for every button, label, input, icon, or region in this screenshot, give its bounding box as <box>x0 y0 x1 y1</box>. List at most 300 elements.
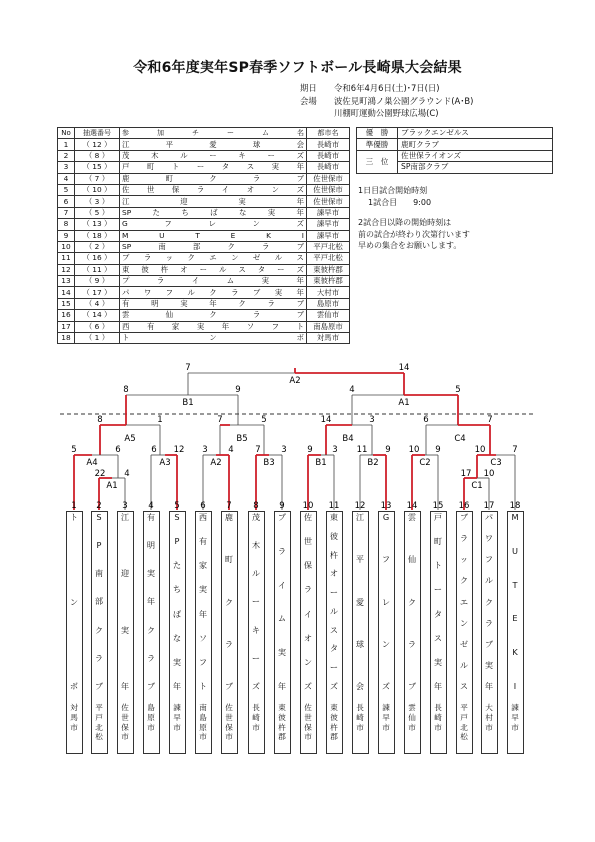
team-name-char: タ <box>221 162 230 172</box>
bracket-text: A3 <box>159 458 171 468</box>
team-draw: （ 5 ） <box>75 207 120 218</box>
team-slot-city-char: 戸 <box>460 712 468 722</box>
team-slot-char: 実 <box>172 656 182 667</box>
bracket-text: 4 <box>349 385 355 395</box>
team-slot-name <box>274 513 291 691</box>
team-slot-name <box>143 513 160 691</box>
team-draw: （ 13 ） <box>75 219 120 230</box>
team-name-char: ラ <box>267 299 275 309</box>
header-team-char: 名 <box>297 129 304 138</box>
note-line: 早めの集合をお願いします。 <box>358 241 462 250</box>
team-slot-char: ル <box>251 568 261 579</box>
team-slot-city <box>91 703 108 742</box>
team-slot-char: 江 <box>355 512 365 522</box>
team-slot-name <box>300 513 317 691</box>
team-name-char: 実 <box>180 299 188 309</box>
team-name-char: た <box>152 207 160 217</box>
team-name-char: ブ <box>252 287 261 297</box>
bracket-text: 9 <box>307 445 313 455</box>
team-name-char: イ <box>191 276 200 286</box>
team-slot-char: 実 <box>198 584 208 595</box>
team-slot-city <box>378 703 395 732</box>
bracket-text: B5 <box>236 434 248 444</box>
team-draw: （ 10 ） <box>75 184 120 195</box>
team-no: 6 <box>58 196 75 207</box>
team-slot-char: ズ <box>251 680 261 691</box>
bracket-text: A1 <box>106 481 118 491</box>
team-slot-name <box>91 513 108 691</box>
team-name-char: ン <box>252 219 260 229</box>
team-slot-char: 実 <box>146 568 156 579</box>
team-name-char: 鹿 <box>122 173 130 183</box>
team-slot-char: オ <box>303 632 313 643</box>
team-name-char: SP <box>122 207 132 217</box>
bracket-text: 7 <box>185 363 191 373</box>
result-team: SP南部クラブ <box>398 162 553 173</box>
team-slot-city <box>300 703 317 742</box>
team-slot-city <box>274 703 291 742</box>
team-name-char: フ <box>271 321 280 331</box>
team-slot-char: 実 <box>433 656 443 667</box>
team-slot-city-char: 早 <box>382 712 390 722</box>
team-slot-city-char: 市 <box>382 722 390 732</box>
team-name-char: ラ <box>252 173 261 183</box>
team-slot-char: 年 <box>433 680 443 691</box>
bracket-text: 3 <box>202 445 208 455</box>
team-slot-city-char: 原 <box>199 722 207 732</box>
team-city: 対馬市 <box>307 333 350 344</box>
team-city: 佐世保市 <box>307 196 350 207</box>
team-slot-char: ブ <box>146 680 156 691</box>
team-name-char: 仙 <box>165 310 174 320</box>
bracket-text: 1 <box>71 501 77 511</box>
team-slot-char: ブ <box>224 681 234 691</box>
result-rank: 優 勝 <box>357 128 398 139</box>
team-slot-name <box>352 513 369 691</box>
team-name-char: レ <box>208 219 216 229</box>
team-slot-char: U <box>512 545 518 556</box>
team-name-char: タ <box>257 264 266 274</box>
header-team-char: ム <box>262 129 269 138</box>
team-slot-city-char: 杵 <box>330 722 338 732</box>
team-slot-city <box>248 703 265 732</box>
team-slot-char: 杵 <box>329 549 339 560</box>
team-slot-city-char: 早 <box>511 712 519 722</box>
team-slot-city-char: 長 <box>434 703 442 712</box>
team-name-char: ク <box>238 299 246 309</box>
team-name-char: 年 <box>296 276 304 286</box>
team-name-char: ク <box>187 253 195 263</box>
bracket-text: 4 <box>228 445 234 455</box>
team-name-char: フ <box>165 287 174 297</box>
team-slot-char: 実 <box>484 659 494 670</box>
team-slot-char: イ <box>277 579 287 590</box>
team-name-char: ク <box>227 242 235 252</box>
team-slot-char: フ <box>198 656 208 667</box>
bracket-text: 7 <box>255 445 261 455</box>
team-name-char: 会 <box>296 139 304 149</box>
team-name-char: ラ <box>252 310 261 320</box>
team-name-char: 実 <box>271 162 280 172</box>
team-name-char: オ <box>180 264 188 274</box>
venue-value-1: 波佐見町鴻ノ巣公園グラウンド(A･B) <box>334 95 474 106</box>
team-name-char: ば <box>210 207 218 217</box>
team-slot-char: 西 <box>198 512 208 522</box>
team-slot-char: ト <box>198 680 208 691</box>
bracket-text: A4 <box>86 458 98 468</box>
team-name-char: 江 <box>122 196 130 206</box>
bracket-text: 7 <box>217 415 223 425</box>
team-slot-char: ラ <box>484 617 494 628</box>
team-slot-char: タ <box>329 643 339 654</box>
team-slot-char: S <box>174 512 180 522</box>
team-slot-city-char: 佐 <box>304 703 312 712</box>
team-slot-char: ッ <box>459 554 469 565</box>
team-slot-city-char: 長 <box>356 703 364 712</box>
bracket-text: 3 <box>332 445 338 455</box>
team-slot-city <box>66 703 83 732</box>
header-team-char: 加 <box>157 129 164 138</box>
team-slot-char: キ <box>251 624 261 635</box>
team-draw: （ 17 ） <box>75 287 120 298</box>
team-slot-city <box>221 703 238 742</box>
team-slot-char: 年 <box>198 608 208 619</box>
bracket-text: A2 <box>210 458 222 468</box>
team-name-char: キ <box>238 150 246 160</box>
note-line: 2試合目以降の開始時刻は <box>358 218 452 227</box>
team-name-char: K <box>266 230 271 240</box>
bracket-text: A5 <box>124 434 136 444</box>
team-name-char: 球 <box>252 139 261 149</box>
result-rank: 三 位 <box>357 150 398 173</box>
team-slot-char: 町 <box>433 536 443 547</box>
team-name-char: ラ <box>262 242 270 252</box>
bracket-text: 13 <box>380 501 392 511</box>
bracket-text: 8 <box>97 415 103 425</box>
team-slot-city-char: 対 <box>70 703 78 712</box>
team-slot-city-char: 雲 <box>408 703 416 712</box>
team-name-char: エ <box>209 253 217 263</box>
result-team: 佐世保ライオンズ <box>398 150 553 161</box>
team-name-char: 実 <box>267 207 276 217</box>
team-slot-name <box>326 513 343 691</box>
team-city: 平戸北松 <box>307 241 350 252</box>
team-name-char: 南 <box>158 242 166 252</box>
team-slot-city-char: 大 <box>485 703 493 712</box>
note-line: 1試合目 9:00 <box>368 197 432 207</box>
team-no: 5 <box>58 184 75 195</box>
team-draw: （ 8 ） <box>75 150 120 161</box>
bracket-text: C1 <box>471 481 483 491</box>
team-slot-char: 東 <box>329 512 339 522</box>
bracket-text: 10 <box>483 469 495 479</box>
bracket-text: 1 <box>157 415 163 425</box>
team-slot-char: イ <box>303 608 313 619</box>
team-slot-city-char: 南 <box>199 703 207 712</box>
team-slot-char: ク <box>94 624 104 635</box>
team-name-char: ラ <box>231 287 239 297</box>
bracket-text: 22 <box>94 469 106 479</box>
header-city: 都市名 <box>307 128 350 139</box>
team-slot-char: ト <box>69 512 79 522</box>
team-name-char: ブ <box>122 253 130 263</box>
team-name-char: 実 <box>196 321 205 331</box>
team-slot-char: ー <box>251 652 261 663</box>
team-slot-city <box>352 703 369 732</box>
team-slot-char: T <box>512 579 518 590</box>
team-draw: （ 12 ） <box>75 139 120 150</box>
team-slot-city-char: 長 <box>252 703 260 712</box>
team-name-char: ル <box>274 253 283 263</box>
header-team-char: ー <box>227 129 234 138</box>
bracket-text: 15 <box>432 501 444 511</box>
team-slot-city-char: 彼 <box>330 712 338 722</box>
team-draw: （ 4 ） <box>75 298 120 309</box>
bracket-text: 14 <box>320 415 332 425</box>
team-slot-char: 茂 <box>251 512 261 522</box>
team-slot-city-char: 市 <box>304 732 312 742</box>
team-slot-char: K <box>512 647 518 658</box>
team-slot-name <box>221 513 238 691</box>
team-slot-char: ル <box>459 659 469 670</box>
team-name-char: 杵 <box>160 264 169 274</box>
team-name-char: ク <box>209 173 217 183</box>
team-slot-city-char: 郡 <box>278 732 286 742</box>
bracket-text: 5 <box>455 385 461 395</box>
team-slot-name <box>404 513 421 691</box>
team-name-char: 年 <box>296 162 304 172</box>
team-name-char: ク <box>209 287 217 297</box>
team-slot-char: ー <box>329 587 339 598</box>
team-slot-city-char: 島 <box>147 703 155 712</box>
team-slot-city-char: 松 <box>95 732 103 742</box>
team-slot-city <box>326 703 343 742</box>
team-draw: （ 11 ） <box>75 264 120 275</box>
team-draw: （ 14 ） <box>75 310 120 321</box>
bracket-text: 6 <box>200 501 206 511</box>
bracket-text: C3 <box>490 458 502 468</box>
team-slot-city-char: 市 <box>173 722 181 732</box>
team-name-char: ン <box>209 333 217 343</box>
team-slot-city-char: 諫 <box>511 703 519 712</box>
bracket-text: 12 <box>173 445 185 455</box>
team-slot-char: ゼ <box>459 638 469 649</box>
bracket-text: 11 <box>356 445 368 455</box>
team-name-char: ム <box>226 276 235 286</box>
team-slot-city-char: 島 <box>199 712 207 722</box>
team-slot-city-char: 保 <box>225 722 233 732</box>
team-slot-char: 家 <box>198 560 208 571</box>
team-slot-city <box>430 703 447 732</box>
team-slot-city-char: 市 <box>408 722 416 732</box>
team-slot-char: ブ <box>94 680 104 691</box>
team-slot-name <box>456 513 473 691</box>
team-slot-char: 佐 <box>303 512 313 522</box>
team-slot-char: ラ <box>224 638 234 649</box>
team-name-char: ー <box>277 264 285 274</box>
bracket-text: 8 <box>123 385 129 395</box>
team-city: 佐世保市 <box>307 173 350 184</box>
team-slot-city <box>169 703 186 732</box>
team-draw: （ 9 ） <box>75 276 120 287</box>
team-slot-char: ク <box>484 596 494 607</box>
bracket-text: B1 <box>315 458 327 468</box>
team-slot-city-char: 馬 <box>70 712 78 722</box>
team-slot-city-char: 諫 <box>382 703 390 712</box>
note-line: 1日目試合開始時刻 <box>358 186 428 195</box>
team-name-char: ブ <box>296 299 304 309</box>
team-name-char: ル <box>187 287 195 297</box>
team-slot-char: フ <box>484 554 494 565</box>
team-name-char: ー <box>196 162 205 172</box>
team-name-char: パ <box>122 287 130 297</box>
team-slot-city <box>143 703 160 732</box>
team-slot-city-char: 市 <box>356 722 364 732</box>
team-name-char: ン <box>231 253 239 263</box>
team-city: 諫早市 <box>307 219 350 230</box>
team-no: 10 <box>58 241 75 252</box>
team-slot-char: 有 <box>198 536 208 547</box>
bracket-text: 6 <box>423 415 429 425</box>
team-slot-char: ラ <box>146 652 156 663</box>
team-slot-char: 平 <box>355 554 365 565</box>
team-slot-char: な <box>172 632 182 643</box>
team-name-char: ッ <box>165 253 174 263</box>
venue-value-2: 川棚町運動公園野球広場(C) <box>334 108 439 118</box>
team-name-char: な <box>238 207 247 217</box>
bracket-text: 10 <box>474 445 486 455</box>
team-slot-city-char: 市 <box>225 732 233 742</box>
team-slot-city-char: 早 <box>173 712 181 722</box>
team-slot-char: ス <box>459 681 469 691</box>
team-city: 諫早市 <box>307 207 350 218</box>
period-label: 期日 <box>300 83 317 93</box>
team-city: 長崎市 <box>307 150 350 161</box>
team-name-char: 茂 <box>122 150 130 160</box>
team-slot-char: パ <box>484 512 494 522</box>
team-draw: （ 6 ） <box>75 321 120 332</box>
team-slot-name <box>248 513 265 691</box>
team-name-char: 愛 <box>209 139 217 149</box>
team-name-char: ズ <box>296 219 304 229</box>
team-slot-name <box>481 513 498 691</box>
bracket-text: B2 <box>367 458 379 468</box>
team-slot-city-char: 平 <box>95 703 103 712</box>
team-name-char: 町 <box>146 162 155 172</box>
team-no: 18 <box>58 333 75 344</box>
team-slot-char: 南 <box>94 568 104 579</box>
bracket-text: 6 <box>115 445 121 455</box>
team-city: 島原市 <box>307 298 350 309</box>
team-name-char: ラ <box>196 185 205 195</box>
team-slot-char: ン <box>381 638 391 649</box>
team-slot-name <box>378 513 395 691</box>
bracket-text: C4 <box>454 434 466 444</box>
team-no: 14 <box>58 287 75 298</box>
team-name-char: ー <box>209 150 217 160</box>
team-slot-city-char: 市 <box>485 722 493 732</box>
team-name-char: ト <box>122 333 130 343</box>
team-name-char: 部 <box>192 242 201 252</box>
bracket-text: 17 <box>483 501 495 511</box>
team-name-char: ー <box>199 264 207 274</box>
team-slot-char: ラ <box>303 584 313 595</box>
team-draw: （ 2 ） <box>75 241 120 252</box>
team-name-char: 有 <box>146 321 155 331</box>
team-city: 長崎市 <box>307 139 350 150</box>
team-slot-city-char: 市 <box>252 722 260 732</box>
team-slot-char: ズ <box>381 681 391 691</box>
team-slot-char: P <box>96 540 102 551</box>
team-city: 平戸北松 <box>307 253 350 264</box>
team-slot-char: ル <box>329 605 339 616</box>
team-slot-char: ち <box>172 584 182 595</box>
bracket-text: 5 <box>261 415 267 425</box>
team-city: 雲仙市 <box>307 310 350 321</box>
team-slot-char: ム <box>277 613 287 624</box>
team-no: 13 <box>58 276 75 287</box>
team-name-char: プ <box>122 276 130 286</box>
team-name-char: ス <box>296 253 304 263</box>
team-slot-char: ワ <box>484 533 494 544</box>
team-slot-city-char: 彼 <box>278 712 286 722</box>
team-name-char: 迎 <box>180 196 188 206</box>
team-slot-city-char: 東 <box>278 703 286 712</box>
team-name-char: ブ <box>296 173 304 183</box>
team-slot-char: プ <box>277 512 287 522</box>
team-slot-char: ラ <box>277 545 287 556</box>
team-slot-city-char: 佐 <box>121 703 129 712</box>
team-slot-city-char: 崎 <box>356 712 364 722</box>
venue-label: 会場 <box>300 95 317 106</box>
team-name-char: 町 <box>165 173 174 183</box>
bracket-text: 9 <box>435 445 441 455</box>
team-name-char: ル <box>180 150 188 160</box>
bracket-text: 10 <box>408 445 420 455</box>
team-no: 7 <box>58 207 75 218</box>
team-name-char: ラ <box>156 276 165 286</box>
team-slot-city-char: 市 <box>511 722 519 732</box>
team-slot-char: ク <box>224 596 234 607</box>
team-slot-city <box>507 703 524 732</box>
team-slot-char: G <box>382 512 390 522</box>
team-slot-char: 鹿 <box>224 512 234 522</box>
team-name-char: 東 <box>122 264 130 274</box>
team-slot-char: タ <box>433 608 443 619</box>
team-slot-city-char: 市 <box>121 732 129 742</box>
team-no: 12 <box>58 264 75 275</box>
result-team: ブラックエンゼルス <box>398 128 553 139</box>
team-slot-char: 戸 <box>433 512 443 522</box>
team-slot-char: ラ <box>94 652 104 663</box>
team-slot-char: 実 <box>120 624 130 635</box>
team-no: 3 <box>58 162 75 173</box>
team-no: 1 <box>58 139 75 150</box>
team-name-char: ー <box>267 150 275 160</box>
bracket-text: 5 <box>174 501 180 511</box>
header-no: No <box>58 128 75 139</box>
team-slot-char: ブ <box>484 638 494 649</box>
team-slot-char: 年 <box>172 680 182 691</box>
team-slot-char: オ <box>329 568 339 579</box>
team-draw: （ 15 ） <box>75 162 120 173</box>
team-name-char: 平 <box>165 139 174 149</box>
header-draw: 抽選番号 <box>75 128 120 139</box>
team-slot-city-char: 世 <box>121 712 129 722</box>
team-slot-city-char: 市 <box>434 722 442 732</box>
team-slot-char: ブ <box>459 512 469 522</box>
bracket-text: 16 <box>458 501 470 511</box>
